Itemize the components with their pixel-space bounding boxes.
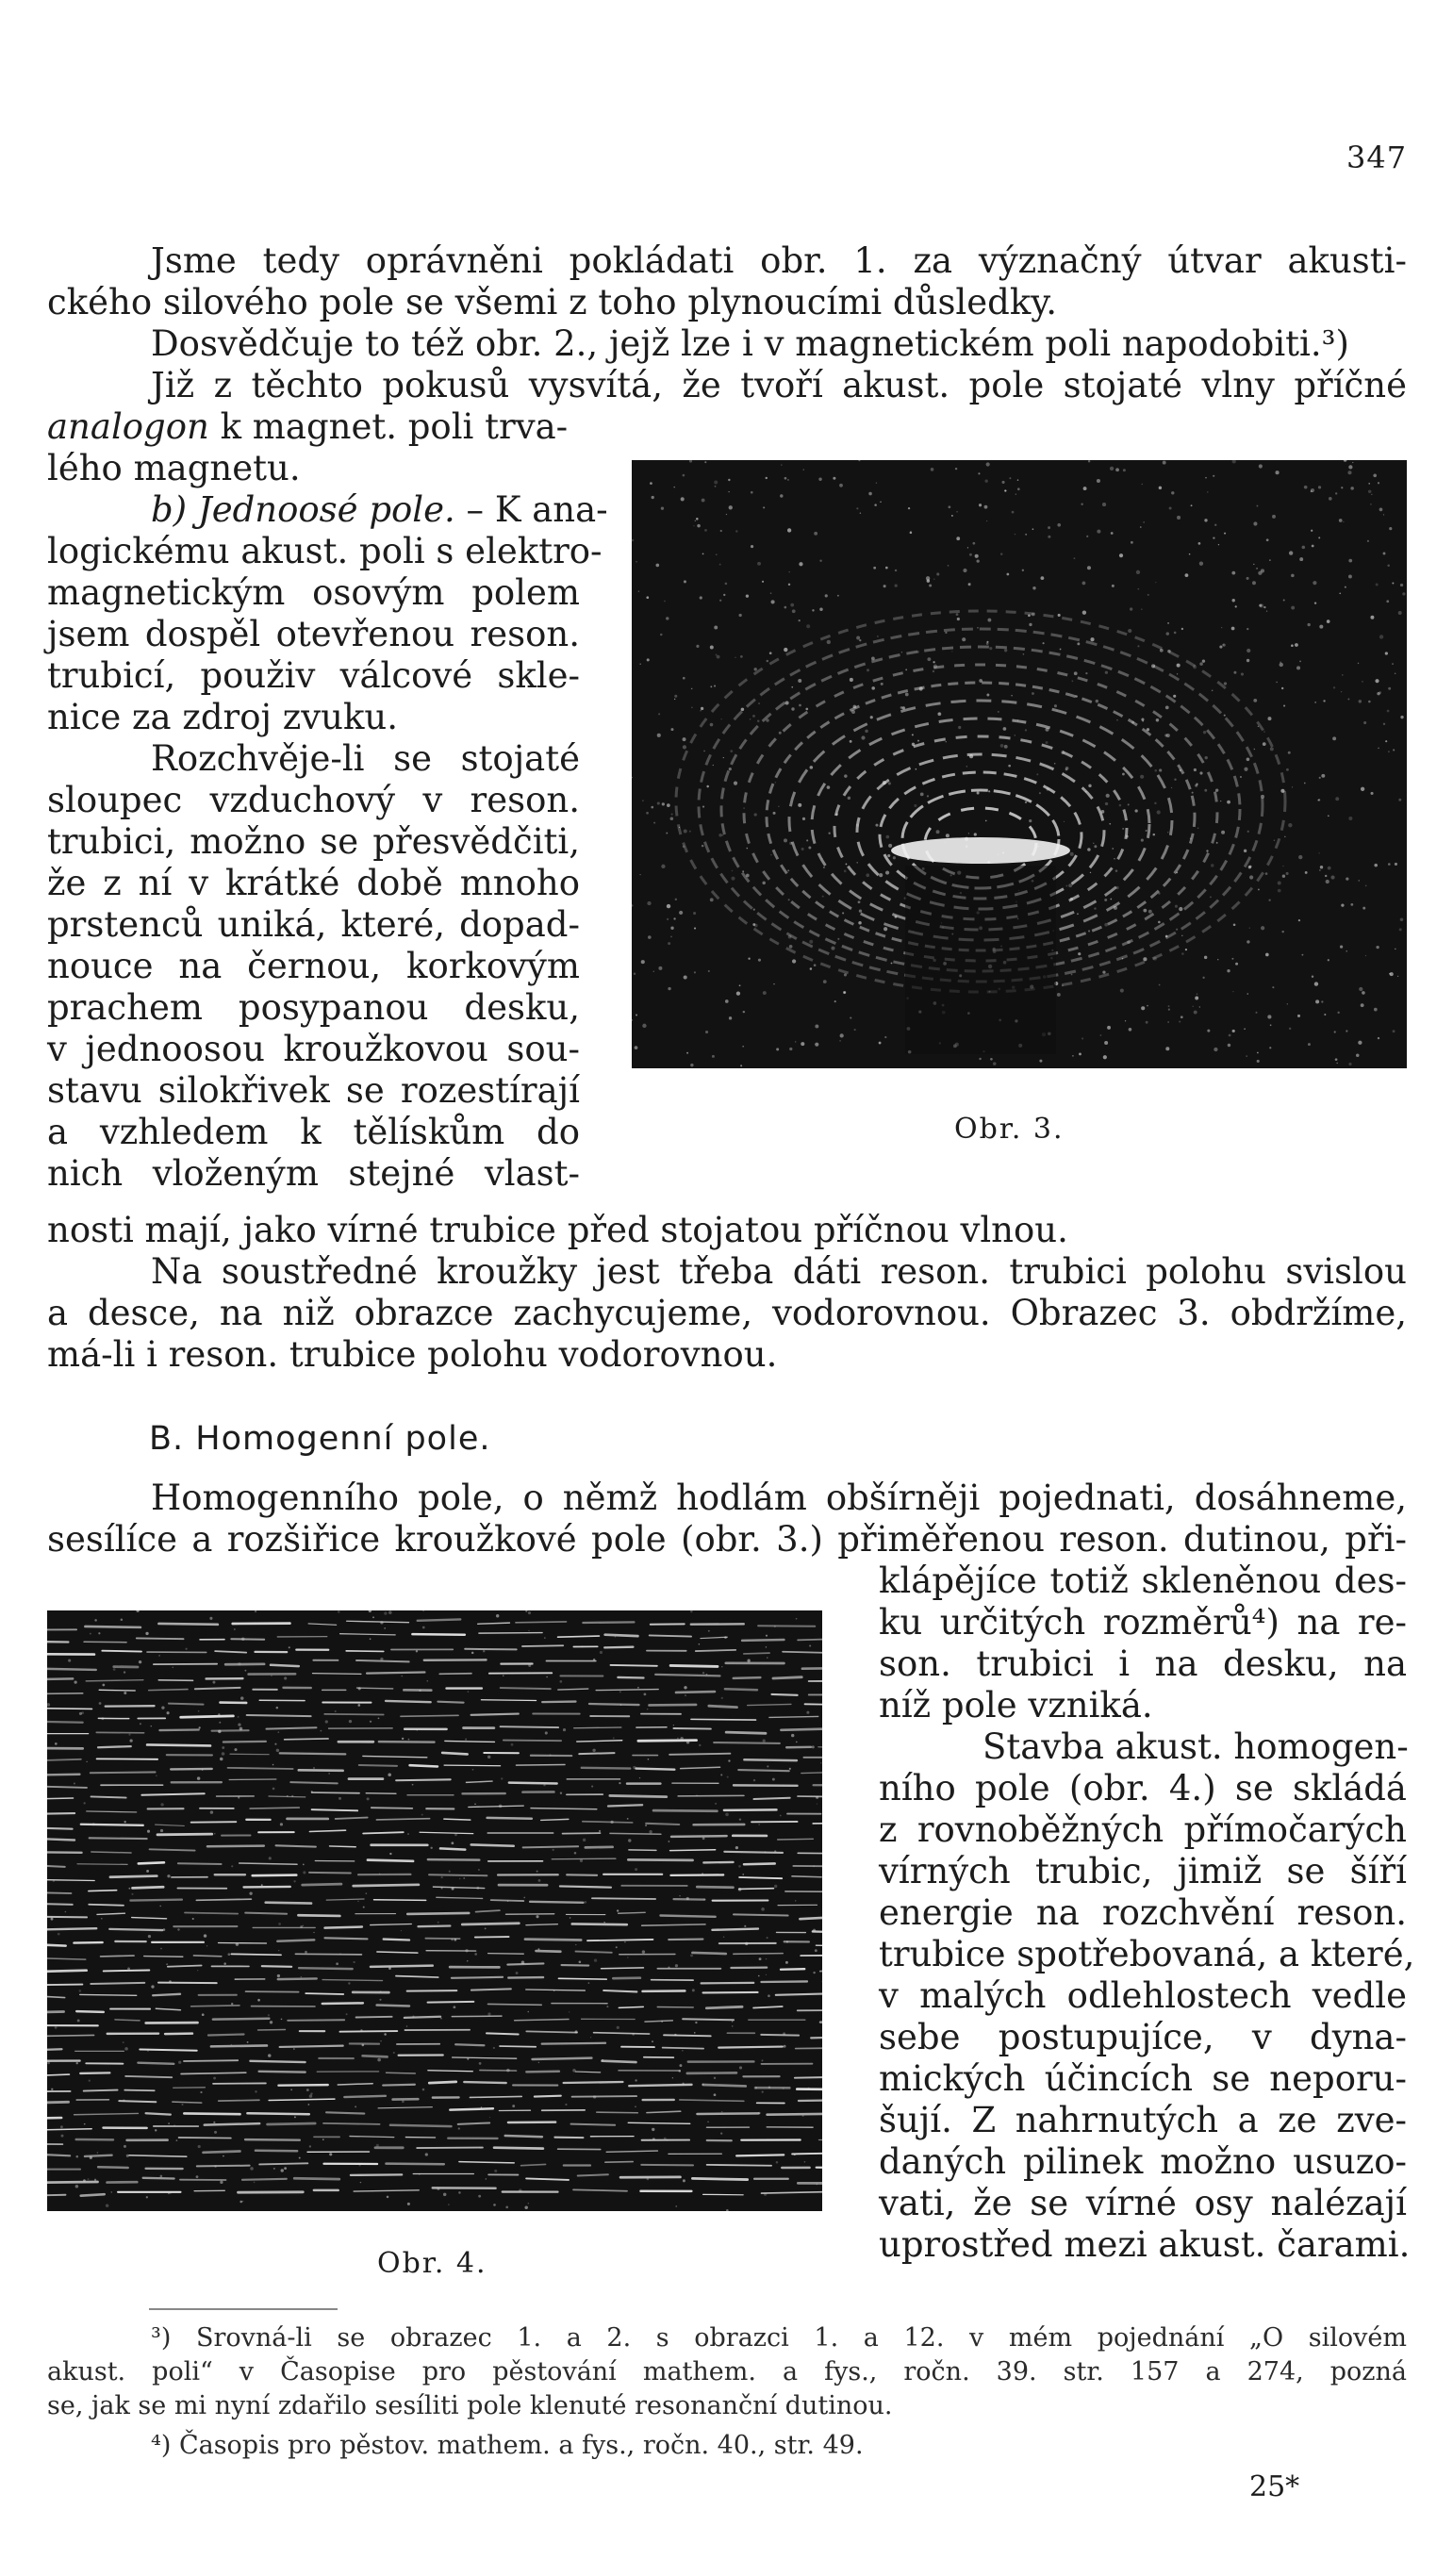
text-line: mických účincích se neporu- — [879, 2058, 1407, 2099]
footnote-line: akust. poli“ v Časopise pro pěstování mathem. a fys., ročn. 39. str. 157 a 274, pozná — [47, 2357, 1407, 2386]
footnote-line: ⁴) Časopis pro pěstov. mathem. a fys., ročn. 40., str. 49. — [151, 2431, 864, 2460]
text-line: nosti mají, jako vírné trubice před stojatou příčnou vlnou. — [47, 1210, 1068, 1250]
page-number: 347 — [1346, 140, 1408, 175]
text-line — [47, 406, 1407, 448]
text-line: nouce na černou, korkovým — [47, 946, 580, 986]
figure-4-caption: Obr. 4. — [377, 2247, 487, 2280]
text-line: klápějíce totiž skleněnou des- — [879, 1560, 1407, 1601]
signature-mark: 25* — [1249, 2470, 1300, 2503]
text-line: nice za zdroj zvuku. — [47, 697, 398, 737]
intro-paragraph — [47, 240, 1407, 448]
text-line: ku určitých rozměrů⁴) na re- — [879, 1602, 1407, 1643]
homogeneous-intro — [47, 1478, 1407, 1560]
text-line: Homogenního pole, o němž hodlám obšírněji pojednati, dosáhneme, — [151, 1478, 1407, 1518]
text-line — [47, 489, 608, 531]
text-line: daných pilinek možno usuzo- — [879, 2141, 1407, 2182]
text-line: prstenců uniká, které, dopad- — [47, 904, 580, 945]
subsection-title: Jednoosé pole. — [197, 489, 455, 530]
section-heading: B. Homogenní pole. — [149, 1420, 491, 1458]
subsection-label: b) — [151, 489, 188, 530]
footnote-divider — [149, 2308, 338, 2310]
text-line: trubici, možno se přesvědčiti, — [47, 821, 580, 862]
footnotes — [47, 2321, 1407, 2463]
text-line: sebe postupujíce, v dyna- — [879, 2017, 1407, 2057]
text-line: vati, že se vírné osy nalézají — [879, 2183, 1407, 2223]
text-line: lého magnetu. — [47, 448, 301, 488]
text-line: že z ní v krátké době mnoho — [47, 863, 580, 903]
text-line: Již z těchto pokusů vysvítá, že tvoří akust. pole stojaté vlny příčné — [151, 365, 1407, 405]
text-line: vírných trubic, jimiž se šíří — [879, 1851, 1407, 1891]
text-line: son. trubici i na desku, na — [879, 1643, 1407, 1684]
text-line: Jsme tedy oprávněni pokládati obr. 1. za význačný útvar akusti- — [151, 240, 1407, 281]
text-line: trubicí, použiv válcové skle- — [47, 655, 580, 696]
text-line: sesílíce a rozšiřice kroužkové pole (obr. 3.) přiměřenou reson. dutinou, při- — [47, 1519, 1407, 1560]
left-column-text — [47, 448, 608, 1195]
text-line: stavu silokřivek se rozestírají — [47, 1070, 580, 1111]
text-line: sloupec vzduchový v reson. — [47, 780, 580, 820]
text-line: Dosvědčuje to též obr. 2., jejž lze i v magnetickém poli napodobiti.³) — [151, 323, 1349, 364]
text-line: z rovnoběžných přímočarých — [879, 1809, 1407, 1850]
text-line: nich vloženým stejné vlast- — [47, 1153, 580, 1194]
text-line: magnetickým osovým polem — [47, 572, 580, 613]
footnote-line: ³) Srovná-li se obrazec 1. a 2. s obrazci 1. a 12. v mém pojednání „O silovém — [151, 2323, 1407, 2353]
text-line: má-li i reson. trubice polohu vodorovnou. — [47, 1334, 778, 1375]
figure-4-photo — [47, 1610, 822, 2211]
italic-word: analogon — [47, 406, 209, 447]
text-line: energie na rozchvění reson. — [879, 1892, 1407, 1933]
text-line: a desce, na niž obrazce zachycujeme, vodorovnou. Obrazec 3. obdržíme, — [47, 1293, 1407, 1333]
text-line: šují. Z nahrnutých a ze zve- — [879, 2100, 1407, 2140]
text-line: uprostřed mezi akust. čarami. — [879, 2224, 1411, 2265]
figure-3-photo — [632, 460, 1407, 1068]
text-line: logickému akust. poli s elektro- — [47, 531, 603, 571]
text-line: v jednoosou kroužkovou sou- — [47, 1029, 580, 1069]
text-line: níž pole vzniká. — [879, 1685, 1153, 1726]
paragraph-after-fig3 — [47, 1210, 1407, 1376]
text-span: k magnet. poli trva- — [208, 406, 569, 447]
right-column-text — [879, 1560, 1415, 2266]
text-line: Stavba akust. homogen- — [982, 1726, 1409, 1767]
text-line: ního pole (obr. 4.) se skládá — [879, 1768, 1407, 1808]
figure-3-caption: Obr. 3. — [954, 1113, 1065, 1146]
text-span: – K ana- — [454, 489, 608, 530]
text-line: ckého silového pole se všemi z toho plynoucími důsledky. — [47, 282, 1058, 322]
text-line: a vzhledem k tělískům do — [47, 1112, 580, 1152]
text-line: v malých odlehlostech vedle — [879, 1975, 1407, 2016]
ring-pattern-image — [632, 460, 1407, 1068]
text-line: jsem dospěl otevřenou reson. — [47, 614, 580, 654]
text-line: prachem posypanou desku, — [47, 987, 580, 1028]
text-line: Rozchvěje-li se stojaté — [151, 738, 580, 779]
text-line: Na soustředné kroužky jest třeba dáti reson. trubici polohu svislou — [151, 1251, 1407, 1292]
footnote-line: se, jak se mi nyní zdařilo sesíliti pole klenuté resonanční dutinou. — [47, 2391, 893, 2420]
text-line: trubice spotřebovaná, a které, — [879, 1934, 1415, 1974]
parallel-lines-image — [47, 1610, 822, 2211]
